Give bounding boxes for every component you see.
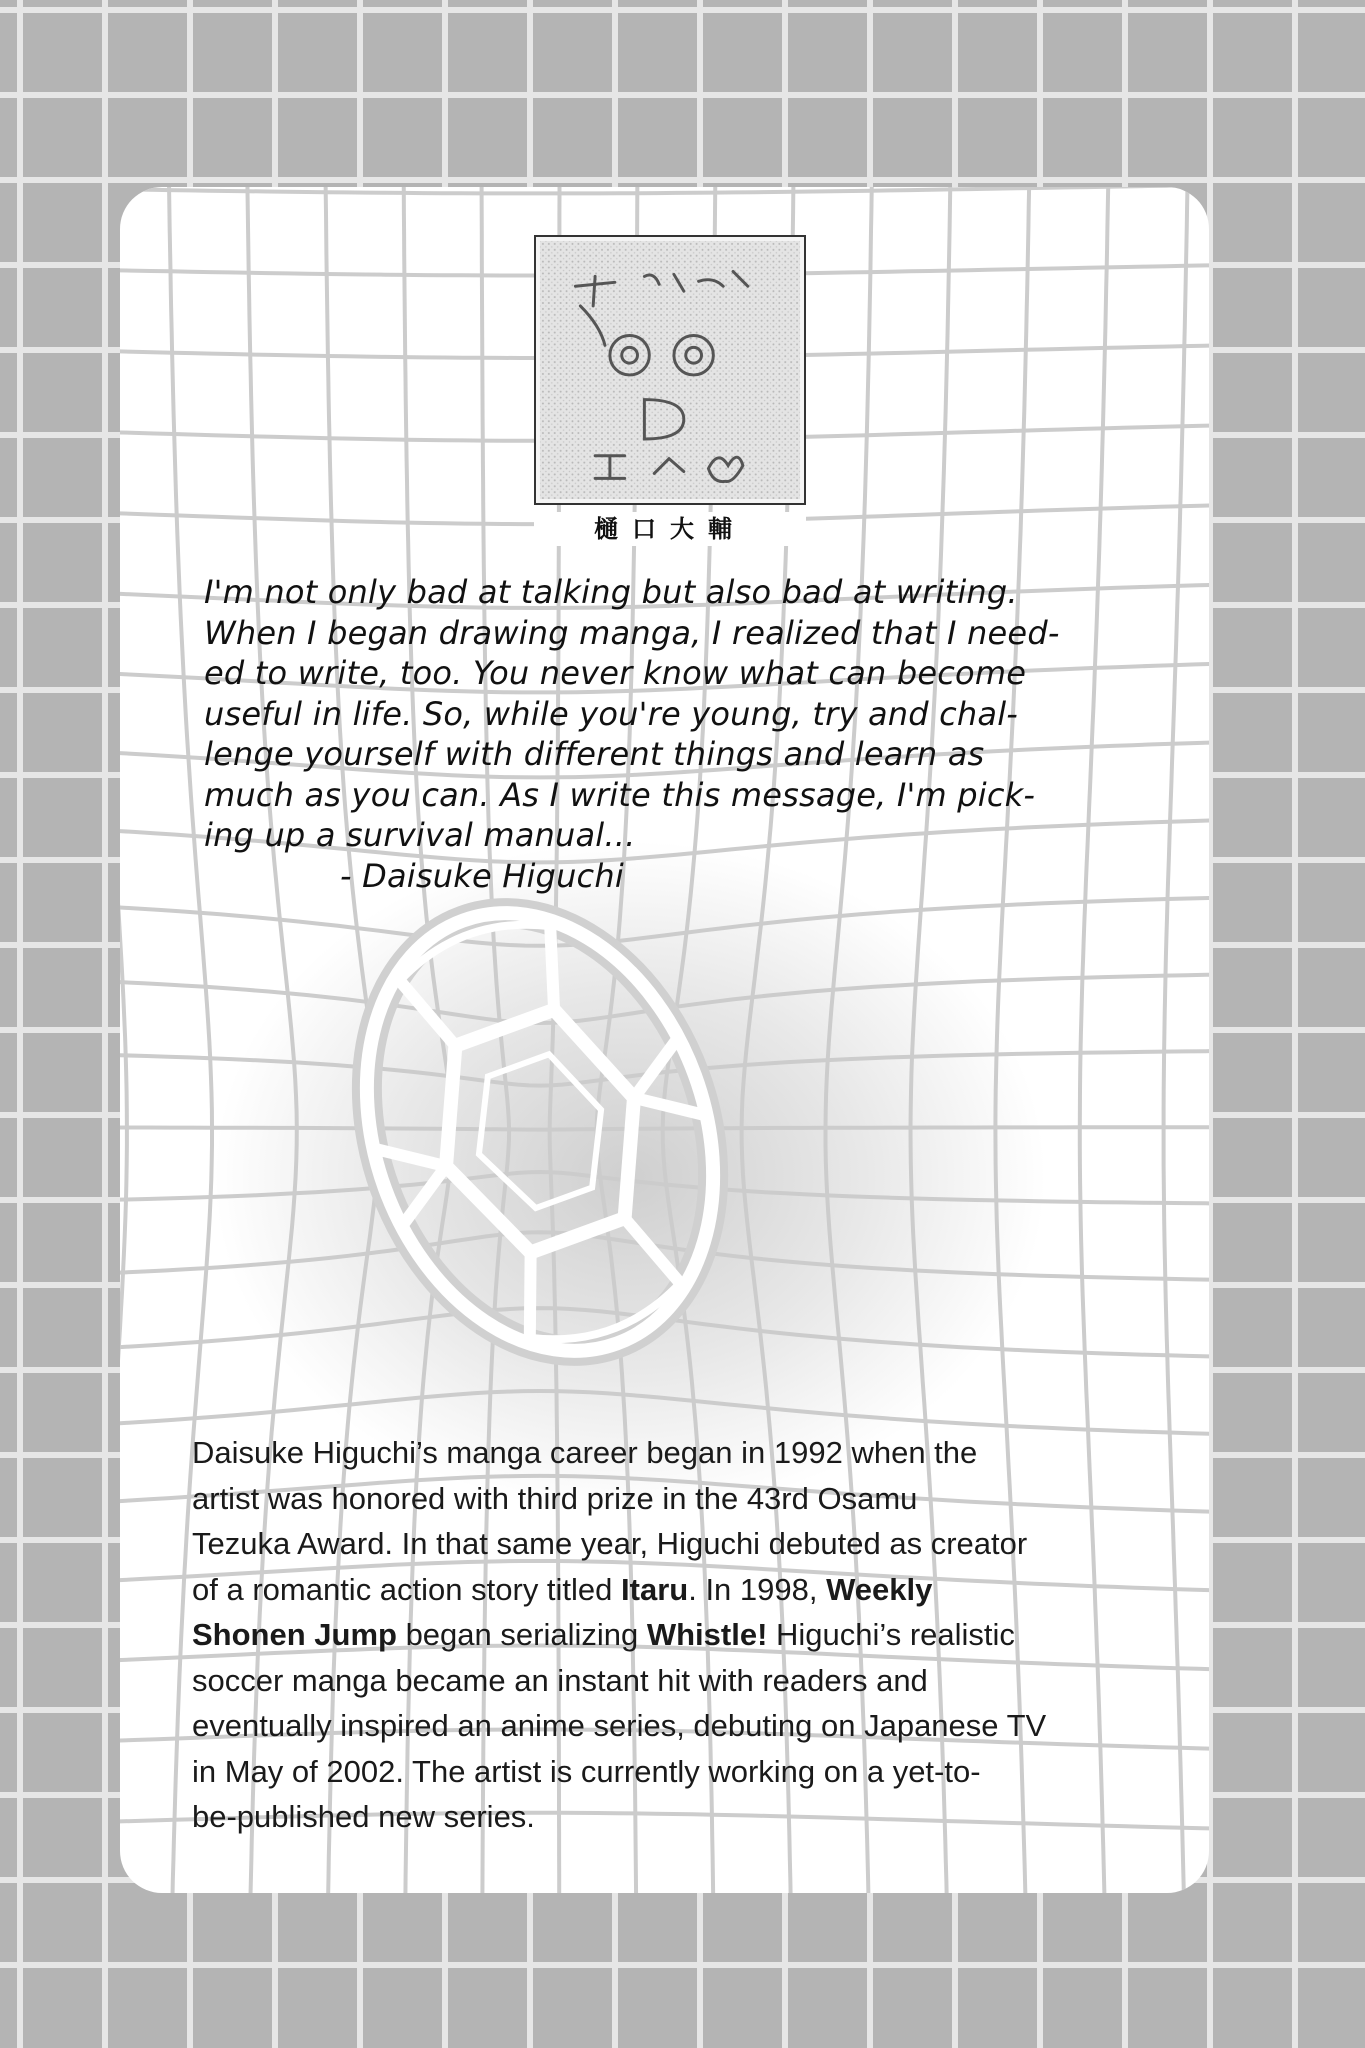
- title-whistle: Whistle!: [646, 1617, 768, 1652]
- message-line: ing up a survival manual...: [204, 816, 636, 854]
- author-message: [204, 572, 1144, 896]
- bio-line: Daisuke Higuchi’s manga career began in 1992 when the: [192, 1435, 978, 1470]
- bio-line: Tezuka Award. In that same year, Higuchi debuted as creator: [192, 1526, 1028, 1561]
- message-line: When I began drawing manga, I realized that I need-: [204, 613, 1060, 652]
- bio-line: artist was honored with third prize in the 43rd Osamu: [192, 1480, 918, 1516]
- bio-text: of a romantic action story titled: [192, 1571, 622, 1607]
- message-line: useful in life. So, while you're young, try and chal-: [204, 694, 1019, 733]
- bio-line: soccer manga became an instant hit with readers and: [192, 1662, 928, 1698]
- author-doodle: [534, 235, 806, 505]
- bio-line: be-published new series.: [192, 1799, 535, 1834]
- bio-text: Higuchi’s realistic: [767, 1617, 1015, 1652]
- magazine-title-part: Shonen Jump: [192, 1617, 397, 1652]
- author-doodle-drawing: [536, 237, 804, 503]
- bio-line: eventually inspired an anime series, debuting on Japanese TV: [192, 1708, 1047, 1743]
- message-signature: - Daisuke Higuchi: [340, 856, 624, 895]
- author-name-japanese: 樋口大輔: [534, 512, 806, 546]
- message-line: I'm not only bad at talking but also bad at writing.: [204, 573, 1018, 611]
- bio-line: in May of 2002. The artist is currently working on a yet-to-: [192, 1753, 981, 1789]
- bio-line: [192, 1612, 1152, 1658]
- message-line: ed to write, too. You never know what can become: [204, 654, 1027, 692]
- bio-line: [192, 1567, 1152, 1613]
- author-biography: [192, 1430, 1152, 1840]
- bio-text: began serializing: [396, 1617, 647, 1652]
- title-itaru: Itaru: [621, 1571, 689, 1607]
- bio-text: . In 1998,: [688, 1571, 827, 1607]
- magazine-title-part: Weekly: [826, 1571, 933, 1607]
- message-line: much as you can. As I write this message, I'm pick-: [204, 775, 1036, 814]
- message-line: lenge yourself with different things and learn as: [204, 735, 985, 773]
